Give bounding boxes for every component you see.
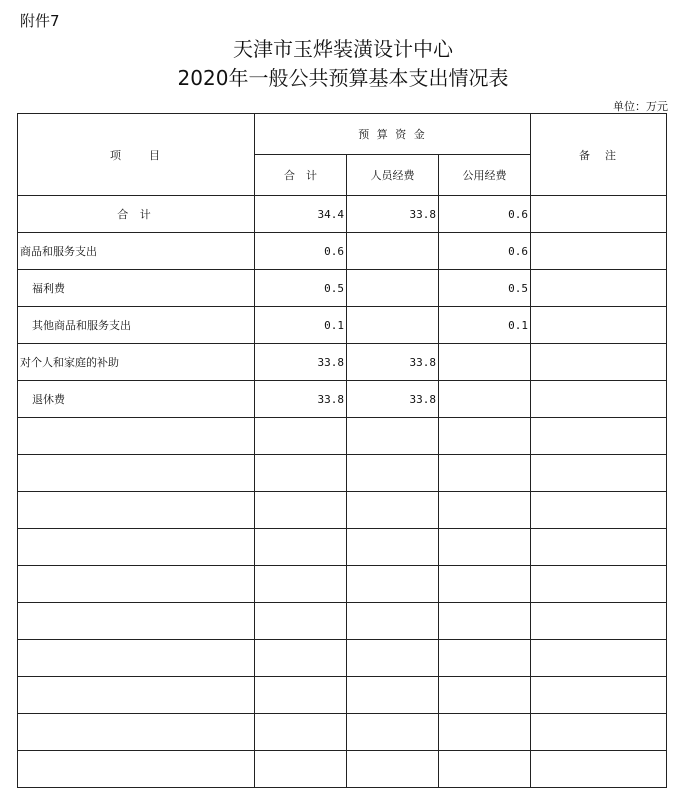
table-row [18, 344, 667, 381]
cell-public [439, 381, 531, 418]
empty-row [18, 603, 667, 640]
cell-total: 0.5 [255, 270, 347, 307]
empty-row [18, 529, 667, 566]
unit-label: 单位：万元 [613, 100, 668, 113]
row-label: 其他商品和服务支出 [18, 307, 255, 344]
cell-total: 34.4 [255, 196, 347, 233]
cell-total: 33.8 [255, 344, 347, 381]
cell-personnel: 33.8 [347, 381, 439, 418]
empty-row [18, 640, 667, 677]
header-item: 项 目 [18, 114, 255, 196]
row-label: 退休费 [18, 381, 255, 418]
page-subtitle: 2020年一般公共预算基本支出情况表 [177, 66, 509, 90]
header-total: 合 计 [255, 155, 347, 196]
cell-total: 33.8 [255, 381, 347, 418]
table-row [18, 270, 667, 307]
row-label: 商品和服务支出 [18, 233, 255, 270]
cell-remarks [531, 381, 667, 418]
cell-public: 0.1 [439, 307, 531, 344]
empty-row [18, 418, 667, 455]
page-title: 天津市玉烨装潢设计中心 [233, 37, 453, 61]
cell-remarks [531, 344, 667, 381]
row-label: 合 计 [18, 196, 255, 233]
cell-personnel: 33.8 [347, 344, 439, 381]
empty-row [18, 492, 667, 529]
empty-row [18, 455, 667, 492]
header-remarks: 备 注 [531, 114, 667, 196]
row-label: 对个人和家庭的补助 [18, 344, 255, 381]
cell-remarks [531, 270, 667, 307]
cell-total: 0.1 [255, 307, 347, 344]
cell-total: 0.6 [255, 233, 347, 270]
cell-personnel: 33.8 [347, 196, 439, 233]
budget-table [17, 113, 667, 788]
table-body [18, 196, 667, 788]
cell-remarks [531, 307, 667, 344]
header-public: 公用经费 [439, 155, 531, 196]
header-budget-funds: 预 算 资 金 [255, 114, 531, 155]
cell-personnel [347, 307, 439, 344]
row-label: 福利费 [18, 270, 255, 307]
empty-row [18, 566, 667, 603]
cell-personnel [347, 233, 439, 270]
table-row [18, 381, 667, 418]
cell-public: 0.5 [439, 270, 531, 307]
empty-row [18, 714, 667, 751]
cell-remarks [531, 233, 667, 270]
table-row [18, 307, 667, 344]
cell-public: 0.6 [439, 233, 531, 270]
cell-public: 0.6 [439, 196, 531, 233]
cell-public [439, 344, 531, 381]
cell-remarks [531, 196, 667, 233]
attachment-label: 附件7 [20, 12, 60, 30]
cell-personnel [347, 270, 439, 307]
table-row [18, 196, 667, 233]
table-row [18, 233, 667, 270]
empty-row [18, 677, 667, 714]
empty-row [18, 751, 667, 788]
header-personnel: 人员经费 [347, 155, 439, 196]
